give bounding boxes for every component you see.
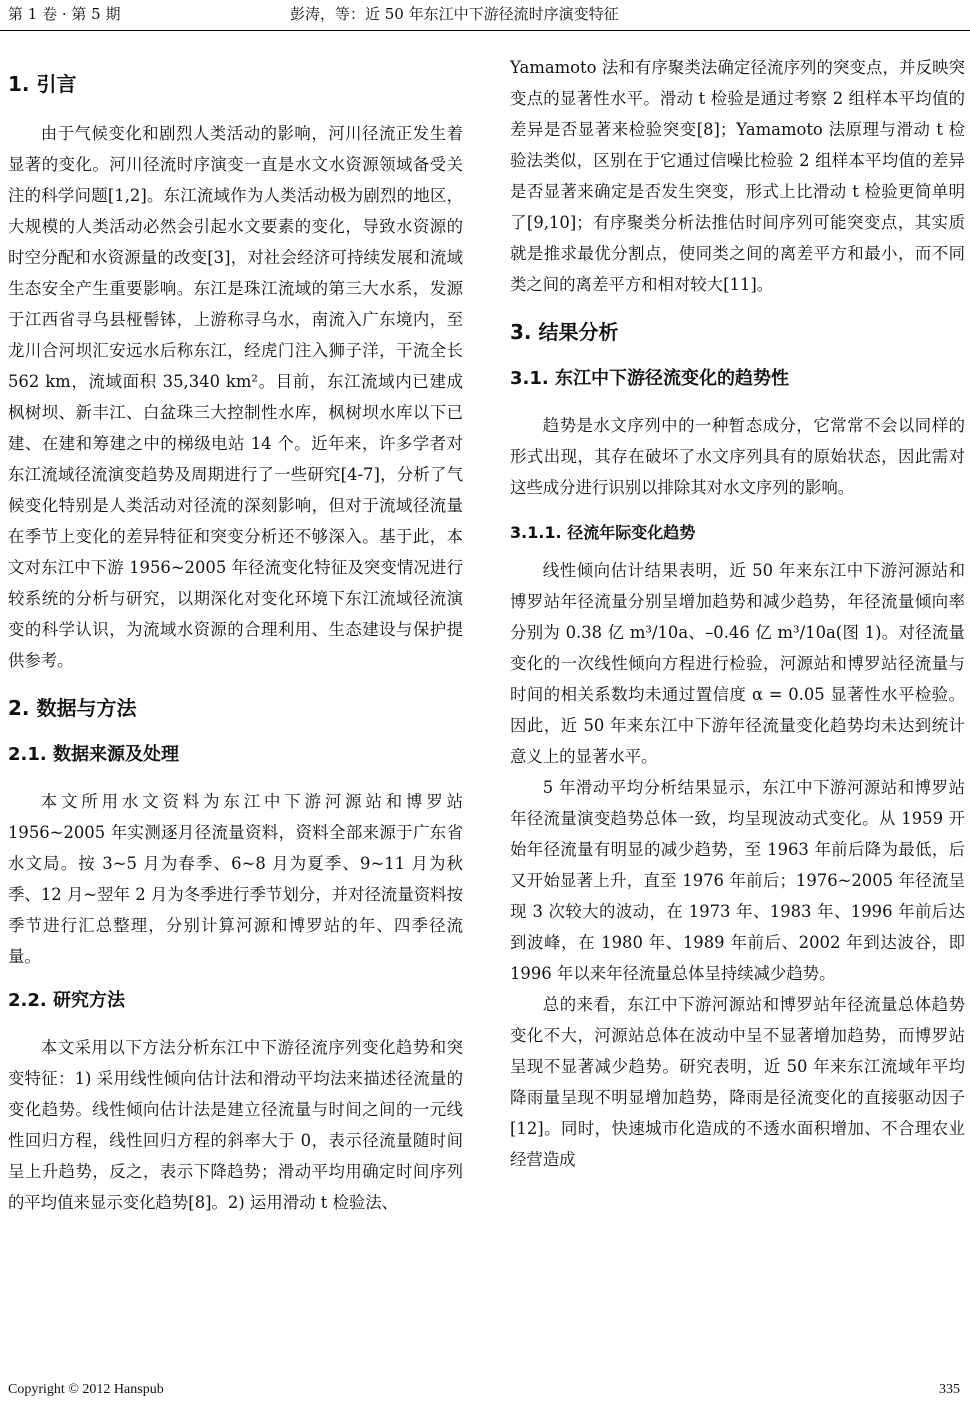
right-column (510, 52, 965, 1175)
data-source-paragraph: 本文所用水文资料为东江中下游河源站和博罗站 1956~2005 年实测逐月径流量资料，资料全部来源于广东省水文局。按 3~5 月为春季、6~8 月为夏季、9~11 月为秋季、12 月~翌年 2 月为冬季进行季节划分，并对径流量资料按季节进行汇总整理，分别计算河源和博罗站的年、四季径流量。 (8, 792, 463, 966)
page-number: 335 (939, 1382, 960, 1397)
annual-trend-paragraph-2: 5 年滑动平均分析结果显示，东江中下游河源站和博罗站年径流量演变趋势总体一致，均呈现波动式变化。从 1959 开始年径流量有明显的减少趋势，至 1963 年前后降为最低，后又开始显著上升，直至 1976 年前后；1976~2005 年径流呈现 3 次较大的波动，在 1973 年、1983 年、1996 年前后达到波峰，在 1980 年、1989 年前后、2002 年到达波谷，即 1996 年以来年径流量总体呈持续减少趋势。 (510, 778, 965, 983)
subsection-heading-trend: 3.1. 东江中下游径流变化的趋势性 (510, 368, 789, 389)
annual-trend-paragraph-3: 总的来看，东江中下游河源站和博罗站年径流量总体趋势变化不大，河源站总体在波动中呈不显著增加趋势，而博罗站呈现不显著减少趋势。研究表明，近 50 年来东江流域年平均降雨量呈现不明显增加趋势，降雨是径流变化的直接驱动因子[12]。同时，快速城市化造成的不透水面积增加、不合理农业经营造成 (510, 995, 965, 1169)
running-header (0, 0, 970, 31)
subsection-heading-methods: 2.2. 研究方法 (8, 990, 125, 1011)
trend-paragraph: 趋势是水文序列中的一种暂态成分，它常常不会以同样的形式出现，其存在破坏了水文序列具有的原始状态，因此需对这些成分进行识别以排除其对水文序列的影响。 (510, 416, 965, 497)
section-heading-introduction: 1. 引言 (8, 72, 77, 96)
annual-trend-paragraph-1: 线性倾向估计结果表明，近 50 年来东江中下游河源站和博罗站年径流量分别呈增加趋势和减少趋势，年径流量倾向率分别为 0.38 亿 m³/10a、–0.46 亿 m³/10a(图 1)。对径流量变化的一次线性倾向方程进行检验，河源站和博罗站径流量与时间的相关系数均未通过置信度 α = 0.05 显著性水平检验。因此，近 50 年来东江中下游年径流量变化趋势均未达到统计意义上的显著水平。 (510, 561, 965, 766)
section-heading-data-methods: 2. 数据与方法 (8, 696, 137, 720)
methods-paragraph: 本文采用以下方法分析东江中下游径流序列变化趋势和突变特征：1) 采用线性倾向估计法和滑动平均法来描述径流量的变化趋势。线性倾向估计法是建立径流量与时间之间的一元线性回归方程，线性回归方程的斜率大于 0，表示径流量随时间呈上升趋势，反之，表示下降趋势；滑动平均用确定时间序列的平均值来显示变化趋势[8]。2) 运用滑动 t 检验法、 (8, 1038, 463, 1212)
left-column (8, 52, 463, 1218)
page-footer (0, 1378, 970, 1408)
methods-paragraph-continued: Yamamoto 法和有序聚类法确定径流序列的突变点，并反映突变点的显著性水平。滑动 t 检验是通过考察 2 组样本平均值的差异是否显著来检验突变[8]；Yamamoto 法原理与滑动 t 检验法类似，区别在于它通过信噪比检验 2 组样本平均值的差异是否显著来确定是否发生突变，形式上比滑动 t 检验更简单明了[9,10]；有序聚类分析法推估时间序列可能突变点，其实质就是推求最优分割点，使同类之间的离差平方和最小，而不同类之间的离差平方和相对较大[11]。 (510, 58, 965, 294)
subsubsection-heading-annual-trend: 3.1.1. 径流年际变化趋势 (510, 523, 696, 542)
copyright-notice: Copyright © 2012 Hanspub (8, 1382, 164, 1397)
journal-volume: 第 1 卷 · 第 5 期 (8, 5, 121, 23)
running-title: 彭涛，等：近 50 年东江中下游径流时序演变特征 (290, 5, 619, 23)
subsection-heading-data-source: 2.1. 数据来源及处理 (8, 744, 179, 765)
introduction-paragraph: 由于气候变化和剧烈人类活动的影响，河川径流正发生着显著的变化。河川径流时序演变一直是水文水资源领域备受关注的科学问题[1,2]。东江流域作为人类活动极为剧烈的地区，大规模的人类活动必然会引起水文要素的变化，导致水资源的时空分配和水资源量的改变[3]，对社会经济可持续发展和流域生态安全产生重要影响。东江是珠江流域的第三大水系，发源于江西省寻乌县桠髻钵，上游称寻乌水，南流入广东境内，至龙川合河坝汇安远水后称东江，经虎门注入狮子洋，干流全长 562 km，流域面积 35,340 km²。目前，东江流域内已建成枫树坝、新丰江、白盆珠三大控制性水库，枫树坝水库以下已建、在建和筹建之中的梯级电站 14 个。近年来，许多学者对东江流域径流演变趋势及周期进行了一些研究[4-7]，分析了气候变化特别是人类活动对径流的深刻影响，但对于流域径流量在季节上变化的差异特征和突变分析还不够深入。基于此，本文对东江中下游 1956~2005 年径流变化特征及突变情况进行较系统的分析与研究，以期深化对变化环境下东江流域径流演变的科学认识，为流域水资源的合理利用、生态建设与保护提供参考。 (8, 124, 463, 670)
section-heading-results: 3. 结果分析 (510, 320, 619, 344)
